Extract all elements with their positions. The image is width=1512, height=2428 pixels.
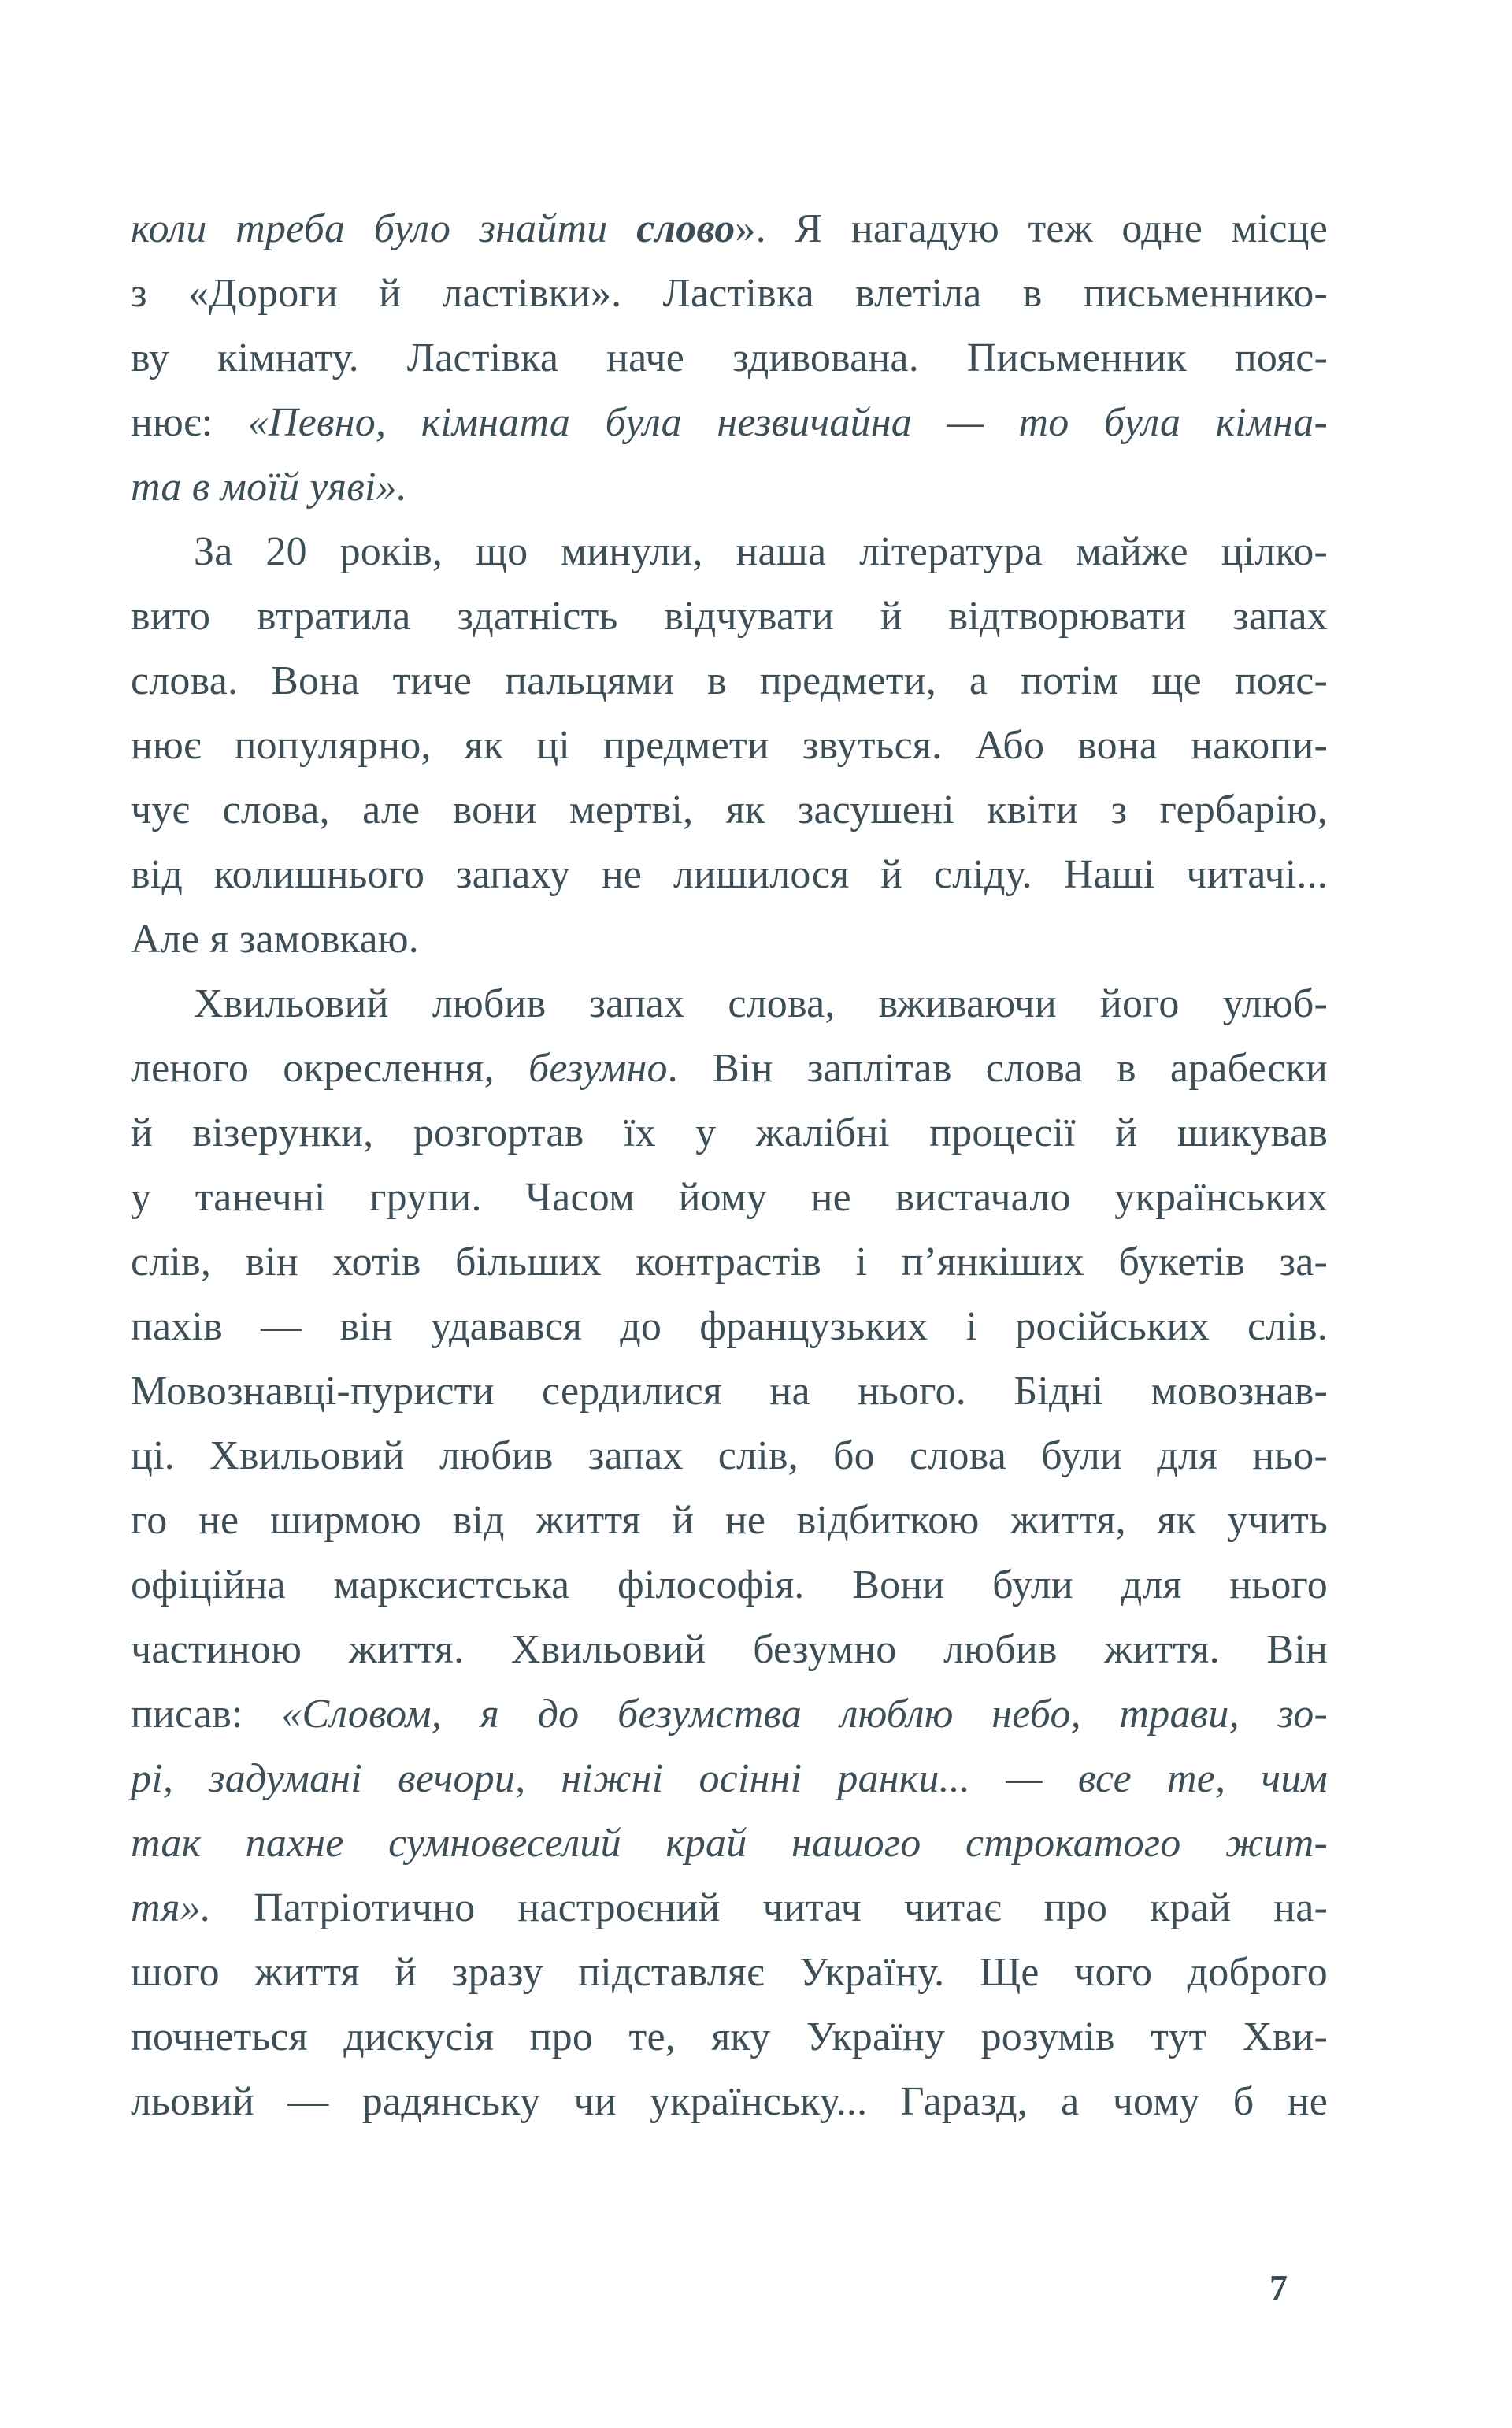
- text-segment: Хвильовий любив запах слова, вживаючи його улюб-: [194, 981, 1328, 1026]
- text-line: [131, 261, 1328, 326]
- text-segment: у танечні групи. Часом йому не вистачало українських: [131, 1175, 1328, 1220]
- text-line: [131, 2070, 1328, 2134]
- text-line: [131, 391, 1328, 455]
- text-segment: Але я замовкаю.: [131, 917, 419, 962]
- text-line: [131, 972, 1328, 1036]
- text-segment: леного окреслення,: [131, 1046, 529, 1091]
- text-segment: Патріотично настроєний читач читає про край на-: [254, 1885, 1328, 1930]
- text-segment: нює популярно, як ці предмети звуться. Або вона накопи-: [131, 723, 1328, 768]
- text-segment: офіційна марксистська філософія. Вони були для нього: [131, 1562, 1328, 1607]
- text-segment: Мовознавці-пуристи сердилися на нього. Бідні мовознав-: [131, 1369, 1328, 1414]
- text-segment: слова. Вона тиче пальцями в предмети, а потім ще пояс-: [131, 658, 1328, 703]
- text-segment: вито втратила здатність відчувати й відтворювати запах: [131, 594, 1328, 639]
- text-segment: го не ширмою від життя й не відбиткою життя, як учить: [131, 1498, 1328, 1543]
- text-segment: з «Дороги й ластівки». Ластівка влетіла в письменнико-: [131, 271, 1328, 316]
- text-line: [131, 1295, 1328, 1359]
- text-line: [131, 1166, 1328, 1230]
- text-segment: тя».: [131, 1885, 254, 1930]
- text-segment: безумно: [528, 1046, 668, 1091]
- text-segment: від колишнього запаху не лишилося й сліду. Наші читачі...: [131, 852, 1328, 897]
- text-line: [131, 1682, 1328, 1747]
- text-line: [131, 1230, 1328, 1295]
- text-segment: та в моїй уяві».: [131, 465, 408, 510]
- text-segment: ». Я нагадую теж одне місце: [735, 206, 1328, 251]
- text-segment: пахів — він удавався до французьких і російських слів.: [131, 1304, 1328, 1349]
- text-line: [131, 326, 1328, 391]
- text-segment: ці. Хвильовий любив запах слів, бо слова були для ньо-: [131, 1433, 1328, 1478]
- text-line: [131, 1424, 1328, 1488]
- text-line: [131, 1876, 1328, 1941]
- text-line: [131, 1359, 1328, 1424]
- text-segment: рі, задумані вечори, ніжні осінні ранки... — все те, чим: [131, 1756, 1328, 1801]
- text-segment: й візерунки, розгортав їх у жалібні процесії й шикував: [131, 1110, 1328, 1155]
- text-line: [131, 1036, 1328, 1101]
- page-number: 7: [1269, 2267, 1288, 2308]
- text-segment: писав:: [131, 1692, 282, 1737]
- text-line: [131, 2005, 1328, 2070]
- text-segment: почнеться дискусія про те, яку Україну розумів тут Хви-: [131, 2015, 1328, 2059]
- text-line: [131, 1101, 1328, 1166]
- text-segment: слово: [636, 206, 736, 251]
- text-line: [131, 197, 1328, 261]
- text-line: [131, 907, 1328, 972]
- text-segment: нює:: [131, 400, 248, 445]
- text-line: [131, 1553, 1328, 1618]
- text-segment: коли треба було знайти: [131, 206, 637, 251]
- text-line: [131, 843, 1328, 907]
- text-segment: чує слова, але вони мертві, як засушені квіти з гербарію,: [131, 788, 1328, 832]
- text-segment: слів, він хотів більших контрастів і п’янкіших букетів за-: [131, 1240, 1328, 1284]
- text-segment: так пахне сумновеселий край нашого строкатого жит-: [131, 1821, 1328, 1866]
- text-line: [131, 1941, 1328, 2005]
- text-line: [131, 1618, 1328, 1682]
- text-segment: За 20 років, що минули, наша література майже цілко-: [194, 529, 1328, 574]
- text-line: [131, 455, 1328, 520]
- text-line: [131, 1811, 1328, 1876]
- text-line: [131, 584, 1328, 649]
- text-line: [131, 714, 1328, 778]
- text-line: [131, 778, 1328, 843]
- text-line: [131, 1488, 1328, 1553]
- text-segment: ву кімнату. Ластівка наче здивована. Письменник пояс-: [131, 335, 1328, 380]
- text-line: [131, 649, 1328, 714]
- text-segment: частиною життя. Хвильовий безумно любив життя. Він: [131, 1627, 1328, 1672]
- text-segment: «Певно, кімната була незвичайна — то була кімна-: [247, 400, 1328, 445]
- text-block: [131, 197, 1328, 2134]
- text-segment: льовий — радянську чи українську... Гаразд, а чому б не: [131, 2079, 1328, 2124]
- text-segment: шого життя й зразу підставляє Україну. Ще чого доброго: [131, 1950, 1328, 1995]
- text-segment: «Словом, я до безумства люблю небо, трави, зо-: [281, 1692, 1328, 1737]
- text-line: [131, 520, 1328, 584]
- text-segment: . Він заплітав слова в арабески: [667, 1046, 1328, 1091]
- text-line: [131, 1747, 1328, 1811]
